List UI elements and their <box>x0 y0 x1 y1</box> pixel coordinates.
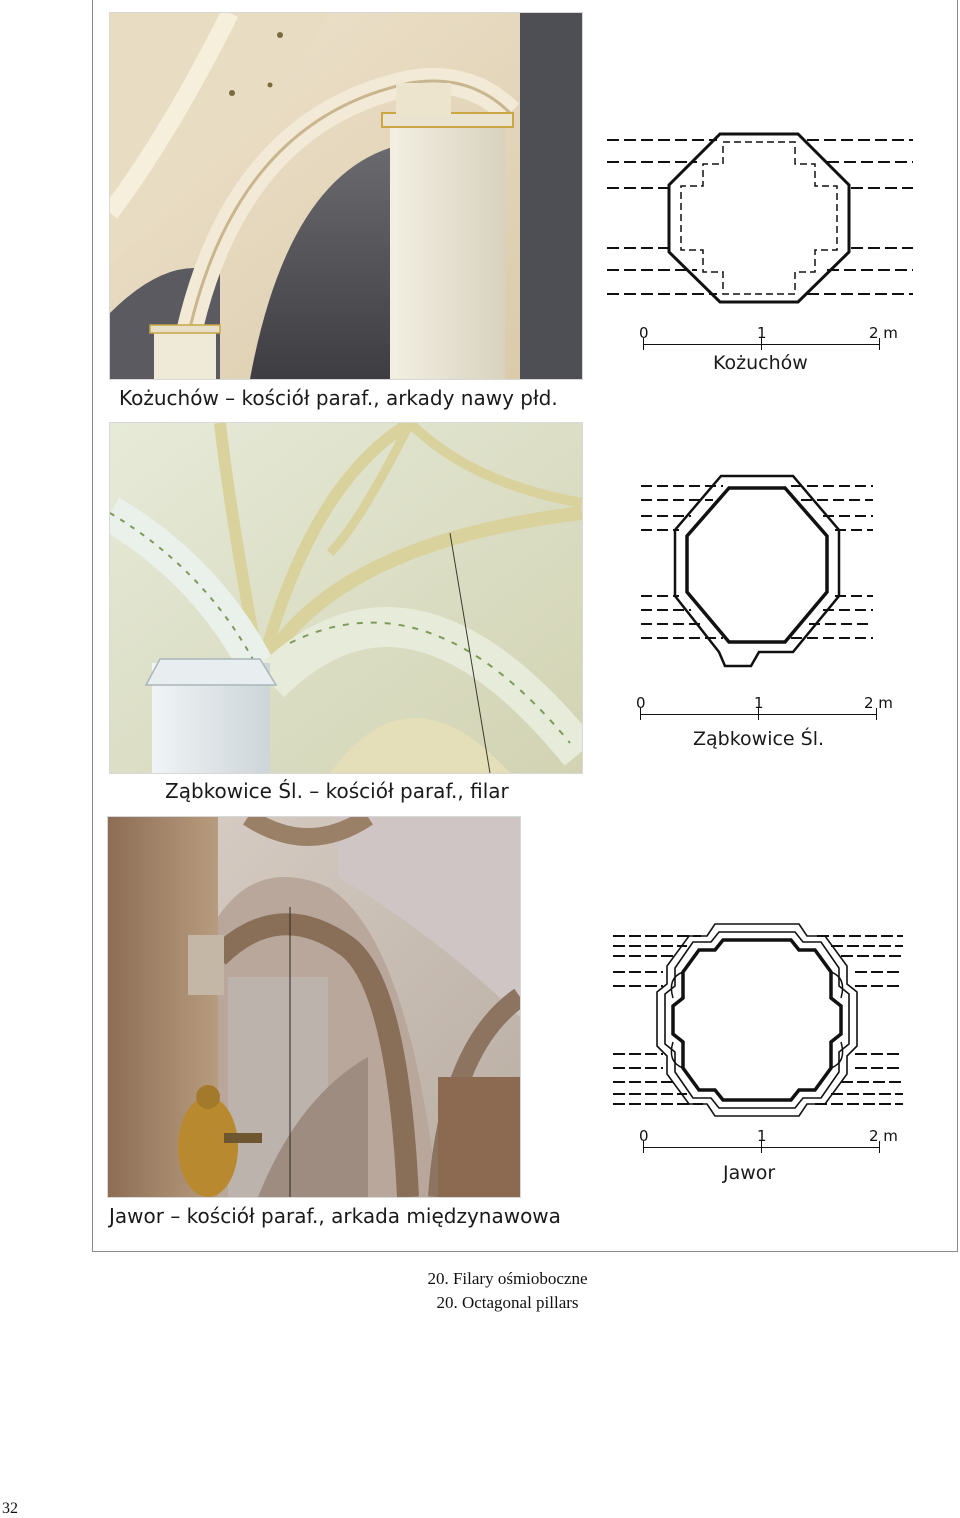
scale-tick <box>876 708 877 720</box>
photo-zabkowice <box>109 422 583 774</box>
scale-2: 2 m <box>869 324 898 342</box>
figure-caption-english: 20. Octagonal pillars <box>436 1293 579 1312</box>
scale-tick <box>879 1141 880 1153</box>
scale-bar-zabkowice <box>636 694 898 724</box>
scale-tick <box>643 338 644 350</box>
plan-kozuchow <box>607 128 913 308</box>
scale-0: 0 <box>639 324 649 342</box>
plan-label-zabkowice: Ząbkowice Śl. <box>693 728 825 750</box>
scale-bar-kozuchow <box>639 324 901 354</box>
figure-caption-polish: 20. Filary ośmioboczne <box>427 1269 588 1288</box>
photo-caption-kozuchow: Kożuchów – kościół paraf., arkady nawy płd. <box>119 386 558 410</box>
scale-1: 1 <box>757 324 767 342</box>
scale-0: 0 <box>639 1127 649 1145</box>
photo-kozuchow <box>109 12 583 380</box>
plan-zabkowice <box>641 474 873 670</box>
scale-tick <box>879 338 880 350</box>
scale-tick <box>761 338 762 350</box>
figure-frame <box>92 0 958 1252</box>
scale-1: 1 <box>754 694 764 712</box>
scale-0: 0 <box>636 694 646 712</box>
scale-tick <box>643 1141 644 1153</box>
photo-caption-zabkowice: Ząbkowice Śl. – kościół paraf., filar <box>165 779 509 803</box>
scale-1: 1 <box>757 1127 767 1145</box>
scale-tick <box>761 1141 762 1153</box>
scale-2: 2 m <box>864 694 893 712</box>
photo-caption-jawor: Jawor – kościół paraf., arkada międzynawowa <box>109 1204 561 1228</box>
scale-tick <box>758 708 759 720</box>
page-number: 32 <box>2 1500 18 1517</box>
scale-tick <box>640 708 641 720</box>
plan-label-kozuchow: Kożuchów <box>713 352 808 374</box>
plan-jawor <box>611 922 903 1118</box>
photo-jawor <box>107 816 521 1198</box>
scale-2: 2 m <box>869 1127 898 1145</box>
plan-label-jawor: Jawor <box>723 1162 776 1184</box>
scale-bar-jawor <box>639 1127 901 1157</box>
